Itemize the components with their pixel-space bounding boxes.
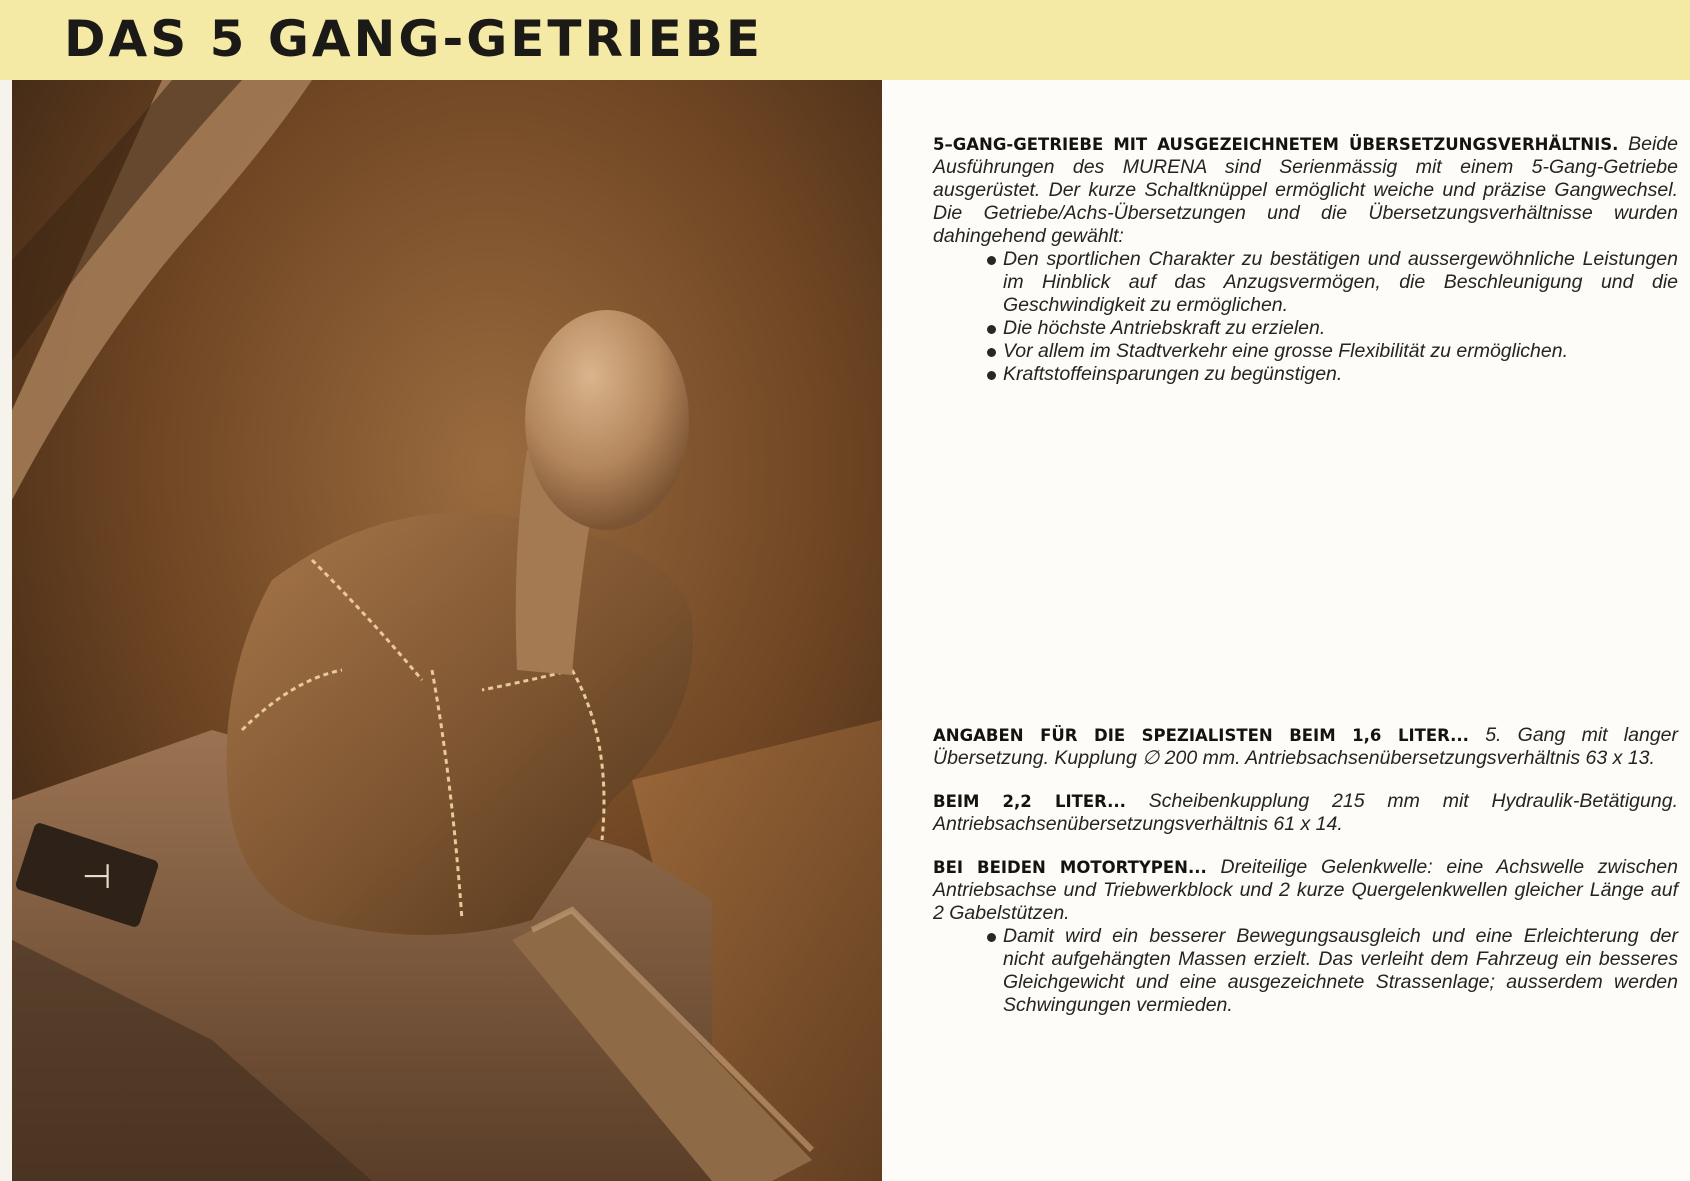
list-item: Den sportlichen Charakter zu bestätigen und aussergewöhnliche Leistungen im Hinblick auf das Anzugsvermögen, die Beschleunigung und die Geschwindigkeit zu ermöglichen.: [985, 248, 1678, 317]
spec-1-6-body: 5. Gang mit langer Übersetzung. Kupplung ∅ 200 mm. Antriebsachsenübersetzungsverhältnis 63 x 13.: [933, 724, 1679, 769]
page-title: DAS 5 GANG-GETRIEBE: [64, 10, 764, 68]
spec-2-2-lead: BEIM 2,2 LITER...: [933, 792, 1126, 811]
list-item: Die höchste Antriebskraft zu erzielen.: [985, 317, 1678, 340]
spec-1-6-lead: ANGABEN FÜR DIE SPEZIALISTEN BEIM 1,6 LITER...: [933, 726, 1469, 745]
gear-shift-photo: [12, 80, 882, 1181]
list-item: Kraftstoffeinsparungen zu begünstigen.: [985, 363, 1678, 386]
spec-bullet-list: [933, 925, 1678, 1017]
list-item: Damit wird ein besserer Bewegungsausgleich und eine Erleichterung der nicht aufgehängten Massen erzielt. Das verleiht dem Fahrzeug ein besseres Gleichgewicht und eine ausgezeichnete Strassenlage; ausserdem werden Schwingungen vermieden.: [985, 925, 1678, 1017]
spec-both-lead: BEI BEIDEN MOTORTYPEN...: [933, 858, 1207, 877]
specs-section: [933, 724, 1678, 1017]
gearbox-bullet-list: [933, 248, 1678, 386]
spec-2-2-body: Scheibenkupplung 215 mm mit Hydraulik-Betätigung. Antriebsachsenübersetzungsverhältnis 61 x 14.: [933, 790, 1678, 835]
shift-gate-symbol: ⊣: [82, 857, 112, 897]
gearbox-body: Beide Ausführungen des MURENA sind Serienmässig mit einem 5-Gang-Getriebe ausgerüstet. Der kurze Schaltknüppel ermöglicht weiche und präzise Gangwechsel. Die Getriebe/Achs-Übersetzungen und die Übersetzungsverhältnisse wurden dahingehend gewählt:: [933, 133, 1678, 247]
gearbox-lead: 5–GANG-GETRIEBE MIT AUSGEZEICHNETEM ÜBERSETZUNGSVERHÄLTNIS.: [933, 135, 1619, 154]
list-item: Vor allem im Stadtverkehr eine grosse Flexibilität zu ermöglichen.: [985, 340, 1678, 363]
gearbox-section: [933, 133, 1678, 386]
spec-both-body: Dreiteilige Gelenkwelle: eine Achswelle zwischen Antriebsachse und Triebwerkblock und 2 kurze Quergelenkwellen gleicher Länge auf 2 Gabelstützen.: [933, 856, 1678, 924]
